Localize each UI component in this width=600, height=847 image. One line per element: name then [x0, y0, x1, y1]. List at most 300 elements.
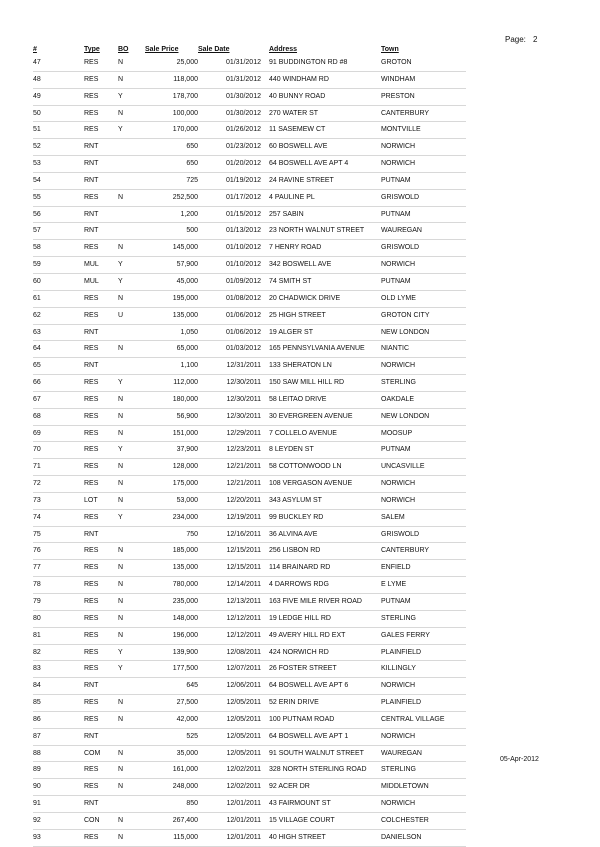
row-bo	[118, 206, 145, 223]
row-bo	[118, 324, 145, 341]
table-row	[33, 459, 466, 476]
row-bo: N	[118, 711, 145, 728]
table-row	[33, 290, 466, 307]
row-sale-date: 01/06/2012	[198, 307, 261, 324]
row-address: 64 BOSWELL AVE APT 4	[269, 156, 381, 173]
row-sale-price: 53,000	[145, 492, 198, 509]
row-type: RNT	[84, 324, 118, 341]
row-address: 19 LEDGE HILL RD	[269, 610, 381, 627]
row-sale-date: 01/23/2012	[198, 139, 261, 156]
row-bo: Y	[118, 509, 145, 526]
row-sale-date: 01/20/2012	[198, 156, 261, 173]
row-bo: N	[118, 610, 145, 627]
row-num: 81	[33, 627, 84, 644]
row-town: E LYME	[381, 577, 466, 594]
row-town: WAUREGAN	[381, 223, 466, 240]
row-bo: N	[118, 695, 145, 712]
row-num: 85	[33, 695, 84, 712]
row-sale-price: 1,050	[145, 324, 198, 341]
row-sale-date: 01/31/2012	[198, 71, 261, 88]
row-num: 82	[33, 644, 84, 661]
row-bo: N	[118, 762, 145, 779]
row-type: RES	[84, 375, 118, 392]
row-address: 91 SOUTH WALNUT STREET	[269, 745, 381, 762]
row-address: 163 FIVE MILE RIVER ROAD	[269, 594, 381, 611]
row-sale-price: 195,000	[145, 290, 198, 307]
row-address: 328 NORTH STERLING ROAD	[269, 762, 381, 779]
row-sale-date: 12/15/2011	[198, 560, 261, 577]
row-town: MONTVILLE	[381, 122, 466, 139]
row-sale-date: 12/21/2011	[198, 476, 261, 493]
row-sale-price: 57,900	[145, 257, 198, 274]
row-sale-date: 12/19/2011	[198, 509, 261, 526]
row-type: RES	[84, 829, 118, 846]
row-type: RES	[84, 509, 118, 526]
row-town: NORWICH	[381, 257, 466, 274]
row-town: NORWICH	[381, 156, 466, 173]
page-label: Page:	[505, 35, 526, 44]
table-row	[33, 257, 466, 274]
row-address: 100 PUTNAM ROAD	[269, 711, 381, 728]
row-address: 58 COTTONWOOD LN	[269, 459, 381, 476]
row-num: 84	[33, 678, 84, 695]
row-type: RES	[84, 695, 118, 712]
row-sale-price: 178,700	[145, 88, 198, 105]
row-num: 55	[33, 189, 84, 206]
row-sale-price: 248,000	[145, 779, 198, 796]
row-type: COM	[84, 745, 118, 762]
header-bo: BO	[118, 46, 129, 53]
header-sale-date: Sale Date	[198, 46, 230, 53]
row-num: 58	[33, 240, 84, 257]
row-address: 4 PAULINE PL	[269, 189, 381, 206]
row-address: 26 FOSTER STREET	[269, 661, 381, 678]
row-bo	[118, 139, 145, 156]
row-town: NORWICH	[381, 796, 466, 813]
row-num: 69	[33, 425, 84, 442]
row-sale-price: 500	[145, 223, 198, 240]
row-type: RES	[84, 762, 118, 779]
row-address: 342 BOSWELL AVE	[269, 257, 381, 274]
row-sale-date: 12/23/2011	[198, 442, 261, 459]
row-sale-price: 175,000	[145, 476, 198, 493]
table-row	[33, 476, 466, 493]
row-num: 73	[33, 492, 84, 509]
row-bo: N	[118, 492, 145, 509]
row-bo	[118, 156, 145, 173]
row-sale-date: 12/06/2011	[198, 678, 261, 695]
row-type: RNT	[84, 796, 118, 813]
table-row	[33, 661, 466, 678]
row-type: RES	[84, 55, 118, 71]
row-sale-date: 12/21/2011	[198, 459, 261, 476]
table-row	[33, 425, 466, 442]
row-num: 57	[33, 223, 84, 240]
row-town: GROTON CITY	[381, 307, 466, 324]
row-sale-date: 12/01/2011	[198, 829, 261, 846]
row-sale-price: 185,000	[145, 543, 198, 560]
row-address: 30 EVERGREEN AVENUE	[269, 408, 381, 425]
row-address: 64 BOSWELL AVE APT 6	[269, 678, 381, 695]
row-sale-price: 267,400	[145, 812, 198, 829]
row-sale-date: 12/07/2011	[198, 661, 261, 678]
row-type: RES	[84, 459, 118, 476]
table-row	[33, 560, 466, 577]
row-type: RES	[84, 425, 118, 442]
row-address: 99 BUCKLEY RD	[269, 509, 381, 526]
row-address: 91 BUDDINGTON RD #8	[269, 55, 381, 71]
row-num: 80	[33, 610, 84, 627]
row-num: 47	[33, 55, 84, 71]
table-row	[33, 341, 466, 358]
row-bo: N	[118, 543, 145, 560]
row-type: RES	[84, 779, 118, 796]
row-town: STERLING	[381, 375, 466, 392]
row-bo: N	[118, 812, 145, 829]
row-bo	[118, 796, 145, 813]
row-sale-date: 01/10/2012	[198, 240, 261, 257]
table-row	[33, 829, 466, 846]
row-town: NORWICH	[381, 728, 466, 745]
row-sale-date: 01/08/2012	[198, 290, 261, 307]
table-row	[33, 762, 466, 779]
table-row	[33, 122, 466, 139]
row-town: STERLING	[381, 762, 466, 779]
row-address: 49 AVERY HILL RD EXT	[269, 627, 381, 644]
row-sale-price: 25,000	[145, 55, 198, 71]
row-sale-price: 645	[145, 678, 198, 695]
row-sale-date: 12/16/2011	[198, 526, 261, 543]
row-bo: N	[118, 71, 145, 88]
row-bo: Y	[118, 88, 145, 105]
table-row	[33, 779, 466, 796]
header-town: Town	[381, 46, 399, 53]
row-bo: N	[118, 577, 145, 594]
row-address: 23 NORTH WALNUT STREET	[269, 223, 381, 240]
row-bo: N	[118, 425, 145, 442]
row-town: NORWICH	[381, 476, 466, 493]
row-sale-price: 145,000	[145, 240, 198, 257]
row-num: 76	[33, 543, 84, 560]
table-row	[33, 307, 466, 324]
row-sale-price: 650	[145, 139, 198, 156]
row-bo: N	[118, 459, 145, 476]
row-bo: N	[118, 476, 145, 493]
row-address: 150 SAW MILL HILL RD	[269, 375, 381, 392]
row-town: ENFIELD	[381, 560, 466, 577]
row-sale-date: 12/02/2011	[198, 779, 261, 796]
row-num: 64	[33, 341, 84, 358]
row-num: 77	[33, 560, 84, 577]
row-town: CENTRAL VILLAGE	[381, 711, 466, 728]
row-num: 61	[33, 290, 84, 307]
row-bo: N	[118, 560, 145, 577]
row-type: RNT	[84, 678, 118, 695]
row-num: 63	[33, 324, 84, 341]
row-town: PUTNAM	[381, 172, 466, 189]
row-num: 70	[33, 442, 84, 459]
row-type: RNT	[84, 223, 118, 240]
table-row	[33, 509, 466, 526]
row-sale-price: 148,000	[145, 610, 198, 627]
row-address: 40 HIGH STREET	[269, 829, 381, 846]
row-type: RES	[84, 476, 118, 493]
row-sale-price: 196,000	[145, 627, 198, 644]
table-row	[33, 324, 466, 341]
row-address: 270 WATER ST	[269, 105, 381, 122]
table-row	[33, 391, 466, 408]
row-town: PUTNAM	[381, 206, 466, 223]
row-town: NORWICH	[381, 139, 466, 156]
row-sale-price: 56,900	[145, 408, 198, 425]
row-type: RES	[84, 105, 118, 122]
row-sale-date: 01/30/2012	[198, 105, 261, 122]
row-town: GRISWOLD	[381, 189, 466, 206]
row-num: 90	[33, 779, 84, 796]
row-bo	[118, 526, 145, 543]
row-bo: N	[118, 341, 145, 358]
row-type: RES	[84, 341, 118, 358]
row-num: 68	[33, 408, 84, 425]
table-row	[33, 627, 466, 644]
table-row	[33, 156, 466, 173]
row-sale-price: 115,000	[145, 829, 198, 846]
row-num: 71	[33, 459, 84, 476]
row-type: CON	[84, 812, 118, 829]
row-sale-date: 01/15/2012	[198, 206, 261, 223]
row-address: 19 ALGER ST	[269, 324, 381, 341]
row-address: 108 VERGASON AVENUE	[269, 476, 381, 493]
row-num: 66	[33, 375, 84, 392]
row-town: WINDHAM	[381, 71, 466, 88]
row-sale-price: 27,500	[145, 695, 198, 712]
row-sale-date: 01/31/2012	[198, 55, 261, 71]
row-address: 52 ERIN DRIVE	[269, 695, 381, 712]
row-sale-price: 725	[145, 172, 198, 189]
row-sale-price: 65,000	[145, 341, 198, 358]
table-row	[33, 240, 466, 257]
row-town: NEW LONDON	[381, 408, 466, 425]
row-address: 36 ALVINA AVE	[269, 526, 381, 543]
row-type: RES	[84, 560, 118, 577]
table-row	[33, 189, 466, 206]
row-type: RNT	[84, 172, 118, 189]
table-header-row	[33, 45, 466, 55]
row-town: PRESTON	[381, 88, 466, 105]
table-row	[33, 105, 466, 122]
row-type: RES	[84, 290, 118, 307]
row-type: RES	[84, 71, 118, 88]
row-address: 60 BOSWELL AVE	[269, 139, 381, 156]
row-bo: Y	[118, 273, 145, 290]
row-town: GROTON	[381, 55, 466, 71]
row-town: MIDDLETOWN	[381, 779, 466, 796]
row-bo	[118, 678, 145, 695]
row-town: STERLING	[381, 610, 466, 627]
row-address: 43 FAIRMOUNT ST	[269, 796, 381, 813]
header-type: Type	[84, 46, 100, 53]
row-num: 49	[33, 88, 84, 105]
row-address: 92 ACER DR	[269, 779, 381, 796]
row-sale-date: 12/02/2011	[198, 762, 261, 779]
row-sale-date: 12/29/2011	[198, 425, 261, 442]
row-type: RES	[84, 661, 118, 678]
row-sale-price: 139,900	[145, 644, 198, 661]
row-bo	[118, 728, 145, 745]
row-sale-date: 12/20/2011	[198, 492, 261, 509]
row-type: RES	[84, 577, 118, 594]
row-town: PUTNAM	[381, 594, 466, 611]
row-num: 91	[33, 796, 84, 813]
row-address: 8 LEYDEN ST	[269, 442, 381, 459]
row-type: RNT	[84, 139, 118, 156]
row-town: DANIELSON	[381, 829, 466, 846]
row-bo: Y	[118, 257, 145, 274]
row-town: NORWICH	[381, 492, 466, 509]
row-type: RES	[84, 240, 118, 257]
row-num: 79	[33, 594, 84, 611]
row-sale-price: 234,000	[145, 509, 198, 526]
row-sale-price: 161,000	[145, 762, 198, 779]
table-row	[33, 695, 466, 712]
row-sale-price: 780,000	[145, 577, 198, 594]
row-bo: N	[118, 55, 145, 71]
row-sale-date: 12/05/2011	[198, 745, 261, 762]
row-sale-date: 01/09/2012	[198, 273, 261, 290]
row-town: UNCASVILLE	[381, 459, 466, 476]
row-type: RNT	[84, 526, 118, 543]
row-num: 48	[33, 71, 84, 88]
row-sale-date: 01/30/2012	[198, 88, 261, 105]
row-bo: N	[118, 105, 145, 122]
header-address: Address	[269, 46, 298, 53]
row-address: 20 CHADWICK DRIVE	[269, 290, 381, 307]
table-row	[33, 358, 466, 375]
row-sale-price: 151,000	[145, 425, 198, 442]
row-sale-date: 12/15/2011	[198, 543, 261, 560]
row-num: 88	[33, 745, 84, 762]
row-num: 67	[33, 391, 84, 408]
row-num: 65	[33, 358, 84, 375]
table-row	[33, 812, 466, 829]
row-num: 54	[33, 172, 84, 189]
row-sale-price: 650	[145, 156, 198, 173]
table-row	[33, 139, 466, 156]
row-sale-price: 100,000	[145, 105, 198, 122]
row-num: 51	[33, 122, 84, 139]
row-town: PUTNAM	[381, 442, 466, 459]
row-num: 52	[33, 139, 84, 156]
row-num: 60	[33, 273, 84, 290]
row-town: CANTERBURY	[381, 543, 466, 560]
row-address: 40 BUNNY ROAD	[269, 88, 381, 105]
row-num: 72	[33, 476, 84, 493]
row-bo	[118, 172, 145, 189]
row-sale-price: 45,000	[145, 273, 198, 290]
row-address: 114 BRAINARD RD	[269, 560, 381, 577]
row-sale-date: 12/01/2011	[198, 812, 261, 829]
row-type: RES	[84, 543, 118, 560]
row-bo: Y	[118, 442, 145, 459]
row-num: 59	[33, 257, 84, 274]
row-town: PLAINFIELD	[381, 644, 466, 661]
row-bo: N	[118, 408, 145, 425]
row-type: RES	[84, 391, 118, 408]
header-num: #	[33, 46, 37, 53]
row-bo: N	[118, 391, 145, 408]
row-num: 93	[33, 829, 84, 846]
row-sale-date: 01/10/2012	[198, 257, 261, 274]
row-town: PUTNAM	[381, 273, 466, 290]
row-sale-date: 12/30/2011	[198, 391, 261, 408]
row-sale-date: 01/03/2012	[198, 341, 261, 358]
table-row	[33, 442, 466, 459]
row-address: 58 LEITAO DRIVE	[269, 391, 381, 408]
row-num: 83	[33, 661, 84, 678]
row-address: 256 LISBON RD	[269, 543, 381, 560]
table-row	[33, 223, 466, 240]
row-bo: Y	[118, 122, 145, 139]
row-sale-date: 01/06/2012	[198, 324, 261, 341]
row-num: 53	[33, 156, 84, 173]
row-address: 11 SASEMEW CT	[269, 122, 381, 139]
row-num: 87	[33, 728, 84, 745]
table-row	[33, 273, 466, 290]
row-type: RES	[84, 307, 118, 324]
row-sale-price: 1,200	[145, 206, 198, 223]
table-row	[33, 206, 466, 223]
row-type: RES	[84, 610, 118, 627]
table-row	[33, 711, 466, 728]
row-bo: N	[118, 627, 145, 644]
row-sale-price: 180,000	[145, 391, 198, 408]
row-num: 89	[33, 762, 84, 779]
row-num: 62	[33, 307, 84, 324]
row-sale-date: 01/17/2012	[198, 189, 261, 206]
row-sale-price: 112,000	[145, 375, 198, 392]
table-row	[33, 594, 466, 611]
row-sale-date: 12/08/2011	[198, 644, 261, 661]
table-row	[33, 375, 466, 392]
row-type: LOT	[84, 492, 118, 509]
row-sale-date: 12/30/2011	[198, 408, 261, 425]
row-type: RES	[84, 627, 118, 644]
row-type: RNT	[84, 358, 118, 375]
row-sale-price: 1,100	[145, 358, 198, 375]
row-town: WAUREGAN	[381, 745, 466, 762]
row-type: RNT	[84, 156, 118, 173]
row-town: GRISWOLD	[381, 240, 466, 257]
row-num: 92	[33, 812, 84, 829]
table-row	[33, 526, 466, 543]
table-row	[33, 172, 466, 189]
row-num: 75	[33, 526, 84, 543]
row-sale-price: 35,000	[145, 745, 198, 762]
row-town: SALEM	[381, 509, 466, 526]
row-sale-price: 850	[145, 796, 198, 813]
row-sale-date: 01/13/2012	[198, 223, 261, 240]
sales-table	[33, 45, 466, 847]
row-sale-date: 12/30/2011	[198, 375, 261, 392]
row-sale-price: 525	[145, 728, 198, 745]
row-bo: N	[118, 745, 145, 762]
row-address: 74 SMITH ST	[269, 273, 381, 290]
row-sale-date: 12/05/2011	[198, 695, 261, 712]
row-town: CANTERBURY	[381, 105, 466, 122]
row-town: NEW LONDON	[381, 324, 466, 341]
row-sale-price: 135,000	[145, 560, 198, 577]
row-bo: U	[118, 307, 145, 324]
